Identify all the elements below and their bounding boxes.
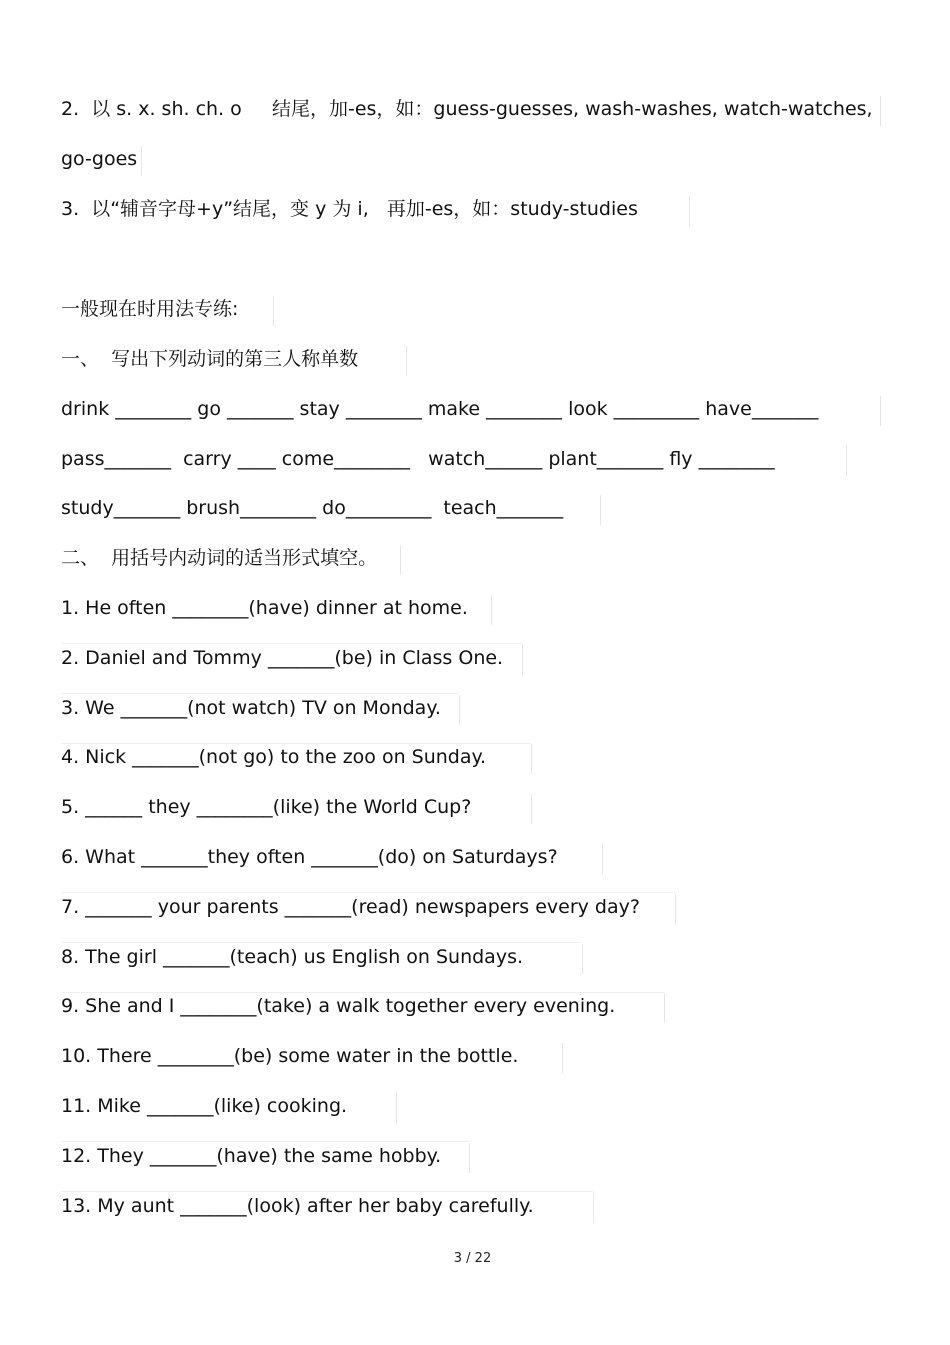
exercise-item-8: 8. The girl _______(teach) us English on Sundays.: [61, 946, 524, 968]
section-title: 一般现在时用法专练:: [61, 298, 239, 320]
text-box-edge: [880, 96, 881, 126]
part2-heading: 二、 用括号内动词的适当形式填空。: [61, 547, 378, 569]
exercise-item-4: 4. Nick _______(not go) to the zoo on Sunday.: [61, 746, 487, 768]
exercise-item-7: 7. _______ your parents _______(read) newspapers every day?: [61, 896, 640, 918]
text-box-edge: [675, 894, 676, 924]
part1-heading: 一、 写出下列动词的第三人称单数: [61, 348, 359, 370]
verb-row-1: drink ________ go _______ stay ________ make ________ look _________ have_______: [61, 398, 819, 420]
exercise-item-5: 5. ______ they ________(like) the World Cup?: [61, 796, 472, 818]
text-box-edge: [582, 944, 583, 974]
text-box-edge: [531, 794, 532, 824]
exercise-item-9: 9. She and I ________(take) a walk together every evening.: [61, 995, 616, 1017]
exercise-item-3: 3. We _______(not watch) TV on Monday.: [61, 697, 441, 719]
text-box-edge: [600, 495, 601, 525]
verb-row-3: study_______ brush________ do_________ teach_______: [61, 497, 564, 519]
exercise-item-6: 6. What _______they often _______(do) on Saturdays?: [61, 846, 558, 868]
text-box-edge: [406, 346, 407, 376]
text-box-top-edge: [61, 643, 522, 644]
exercise-item-2: 2. Daniel and Tommy _______(be) in Class One.: [61, 647, 504, 669]
text-box-edge: [491, 595, 492, 625]
text-box-top-edge: [61, 693, 459, 694]
text-box-edge: [880, 396, 881, 426]
text-box-edge: [531, 744, 532, 774]
rule-2: 2. 以 s. x. sh. ch. o 结尾，加-es，如：guess-guesses, wash-washes, watch-watches,: [61, 98, 873, 120]
text-box-edge: [664, 993, 665, 1023]
text-box-top-edge: [61, 1191, 593, 1192]
text-box-edge: [522, 645, 523, 675]
text-box-edge: [593, 1193, 594, 1223]
text-box-edge: [602, 844, 603, 874]
exercise-item-12: 12. They _______(have) the same hobby.: [61, 1145, 442, 1167]
exercise-item-11: 11. Mike _______(like) cooking.: [61, 1095, 348, 1117]
text-box-top-edge: [61, 1141, 469, 1142]
exercise-item-1: 1. He often ________(have) dinner at home.: [61, 597, 468, 619]
rule-2-continuation: go-goes: [61, 148, 138, 170]
text-box-edge: [562, 1043, 563, 1073]
text-box-top-edge: [61, 892, 675, 893]
verb-row-2: pass_______ carry ____ come________ watch______ plant_______ fly ________: [61, 448, 775, 470]
rule-3: 3. 以“辅音字母+y”结尾，变 y 为 i, 再加-es，如：study-studies: [61, 198, 638, 220]
text-box-edge: [459, 695, 460, 725]
text-box-edge: [141, 146, 142, 176]
text-box-edge: [400, 545, 401, 575]
page-number: 3 / 22: [453, 1251, 492, 1266]
text-box-edge: [396, 1093, 397, 1123]
text-box-edge: [469, 1143, 470, 1173]
exercise-item-13: 13. My aunt _______(look) after her baby carefully.: [61, 1195, 534, 1217]
text-box-edge: [273, 296, 274, 326]
text-box-edge: [689, 196, 690, 226]
text-box-top-edge: [61, 942, 582, 943]
exercise-item-10: 10. There ________(be) some water in the bottle.: [61, 1045, 519, 1067]
text-box-edge: [846, 446, 847, 476]
